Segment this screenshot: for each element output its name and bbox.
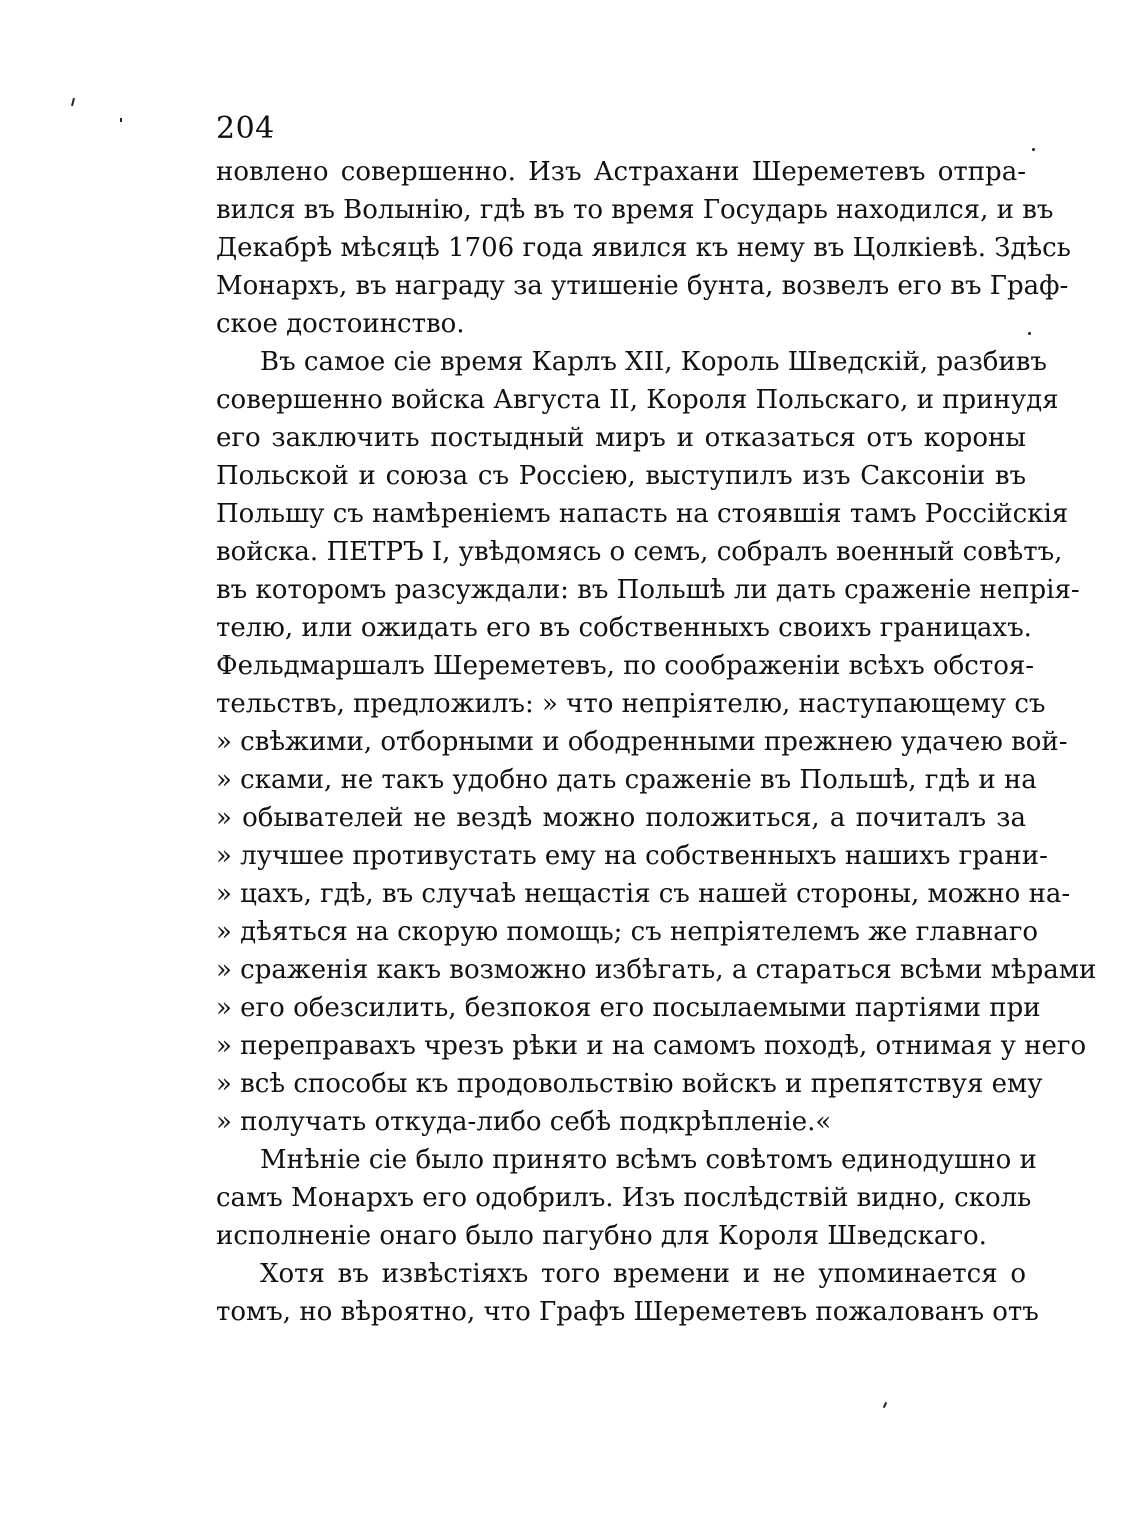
quoted-line: » сками, не такъ удобно дать сраженіе въ Польшѣ, гдѣ и на [216,765,1037,795]
text-line: въ которомъ разсуждали: въ Польшѣ ли дать сраженіе непрія- [216,575,1080,605]
scan-speck [1028,332,1031,335]
quoted-line: » свѣжими, отборными и ободренными прежнею удачею вой- [216,727,1068,757]
text-line: Польской и союза съ Россіею, выступилъ изъ Саксоніи въ [216,461,1026,491]
quoted-line: » цахъ, гдѣ, въ случаѣ нещастія съ нашей стороны, можно на- [216,879,1071,909]
quoted-line: » переправахъ чрезъ рѣки и на самомъ походѣ, отнимая у него [216,1031,1087,1061]
scan-speck [120,118,122,122]
text-line: ское достоинство. [216,309,465,339]
paragraph [216,343,1097,1141]
page-body-text [216,153,1097,1331]
text-line: Монархъ, въ награду за утишеніе бунта, возвелъ его въ Граф- [216,271,1069,301]
text-line: тельствъ, предложилъ: » что непріятелю, наступающему съ [216,689,1046,719]
quoted-line: » дѣяться на скорую помощь; съ непріятелемъ же главнаго [216,917,1039,947]
text-line: телю, или ожидать его въ собственныхъ своихъ границахъ. [216,613,1032,643]
text-line: самъ Монархъ его одобрилъ. Изъ послѣдствій видно, сколь [216,1183,1032,1213]
text-line: Фельдмаршалъ Шереметевъ, по соображеніи всѣхъ обстоя- [216,651,1035,681]
text-line: Въ самое сіе время Карлъ XII, Король Шведскій, разбивъ [260,347,1047,377]
text-line: Хотя въ извѣстіяхъ того времени и не упоминается о [260,1259,1026,1289]
text-line: томъ, но вѣроятно, что Графъ Шереметевъ пожалованъ отъ [216,1297,1039,1327]
paragraph [216,1255,1039,1331]
quoted-line: » сраженія какъ возможно избѣгать, а стараться всѣми мѣрами [216,955,1097,985]
text-line: Мнѣніе сіе было принято всѣмъ совѣтомъ единодушно и [260,1145,1037,1175]
text-line: исполненіе онаго было пагубно для Короля Шведскаго. [216,1221,987,1251]
page-number: 204 [216,111,275,146]
quoted-line: » лучшее противустать ему на собственныхъ нашихъ грани- [216,841,1048,871]
paragraph [216,1141,1037,1255]
quoted-line: » обывателей не вездѣ можно положиться, а почиталъ за [216,803,1026,833]
quoted-line: » его обезсилить, безпокоя его посылаемыми партіями при [216,993,1041,1023]
paragraph [216,153,1071,343]
text-line: войска. ПЕТРЪ I, увѣдомясь о семъ, собралъ военный совѣтъ, [216,537,1063,567]
text-line: новлено совершенно. Изъ Астрахани Шереметевъ отпра- [216,157,1026,187]
text-line: Польшу съ намѣреніемъ напасть на стоявшія тамъ Россійскія [216,499,1069,529]
text-line: совершенно войска Августа II, Короля Польскаго, и принудя [216,385,1059,415]
quoted-line: » всѣ способы къ продовольствію войскъ и препятствуя ему [216,1069,1043,1099]
text-line: его заключить постыдный миръ и отказаться отъ короны [216,423,1026,453]
scan-speck [883,1402,887,1408]
text-line: Декабрѣ мѣсяцѣ 1706 года явился къ нему въ Цолкіевѣ. Здѣсь [216,233,1071,263]
quoted-line: » получать откуда-либо себѣ подкрѣпленіе.« [216,1107,832,1137]
scan-speck [1032,148,1035,151]
scan-speck [71,98,75,106]
text-line: вился въ Волынію, гдѣ въ то время Государь находился, и въ [216,195,1054,225]
